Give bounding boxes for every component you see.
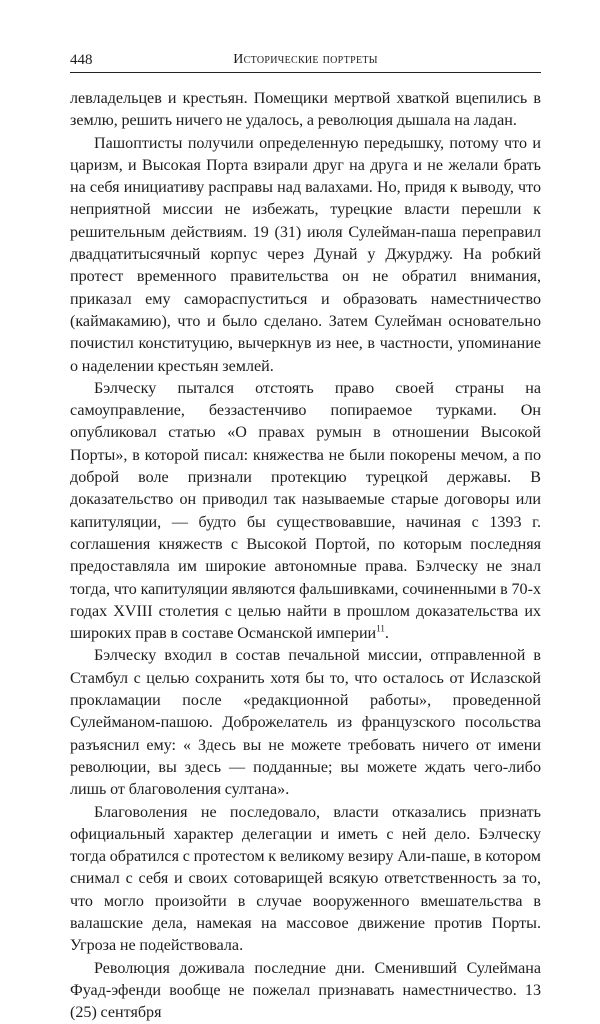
running-title: Исторические портреты <box>233 52 378 67</box>
paragraph-tail: . <box>384 625 389 643</box>
footnote-marker[interactable]: 11 <box>376 623 385 634</box>
paragraph-text: Бэлческу пытался отстоять право своей страны на самоуправление, беззастенчиво попираемое турками. Он опубликовал статью «О правах румын в отношении Высокой Порты», в которой писал: княжества не были покорены мечом, а по доброй воле признали протекцию турецкой державы. В доказательство он приводил так называемые старые договоры или капитуляции, — будто бы существовавшие, начиная с 1393 г. соглашения княжеств с Высокой Портой, по которым последняя предоставляла им широкие автономные права. Бэлческу не знал тогда, что капитуляции являются фальшивками, сочиненными в 70-х годах XVIII столетия с целью найти в прошлом доказательства их широких прав в составе Османской империи <box>70 379 541 643</box>
page-number: 448 <box>70 52 93 68</box>
page-header <box>70 44 541 73</box>
body-text <box>70 88 541 1024</box>
paragraph <box>70 378 541 646</box>
paragraph: Пашоптисты получили определенную передышку, потому что и царизм, и Высокая Порта взирали друг на друга и не желали брать на себя инициативу расправы над валахами. Но, придя к выводу, что неприятной миссии не избежать, турецкие власти перешли к решительным действиям. 19 (31) июля Сулейман-паша переправил двадцатитысячный корпус через Дунай у Джурджу. На робкий протест временного правительства он не обратил внимания, приказал ему самораспуститься и образовать наместничество (каймакамию), что и было сделано. Затем Сулейман основательно почистил конституцию, вычеркнув из нее, в частности, упоминание о наделении крестьян землей. <box>70 134 541 375</box>
paragraph: Бэлческу входил в состав печальной миссии, отправленной в Стамбул с целью сохранить хотя бы то, что осталось от Ислазской прокламации после «редакционной работы», проведенной Сулейманом-пашою. Доброжелатель из французского посольства разъяснил ему: « Здесь вы не можете требовать ничего от имени революции, вы здесь — подданные; вы можете ждать чего-либо лишь от благоволения султана». <box>70 647 541 799</box>
paragraph: Революция доживала последние дни. Сменивший Сулеймана Фуад-эфенди вообще не пожелал признавать наместничество. 13 (25) сентября <box>70 959 541 1022</box>
paragraph: левладельцев и крестьян. Помещики мертвой хваткой вцепились в землю, решить ничего не удалось, а революция дышала на ладан. <box>70 90 541 130</box>
paragraph: Благоволения не последовало, власти отказались признать официальный характер делегации и иметь с ней дело. Бэлческу тогда обратился с протестом к великому везиру Али-паше, в котором снимал с себя и своих сотоварищей всякую ответственность за то, что могло произойти в случае вооруженного вмешательства в валашские дела, намекая на массовое движение против Порты. Угроза не подействовала. <box>70 803 541 955</box>
